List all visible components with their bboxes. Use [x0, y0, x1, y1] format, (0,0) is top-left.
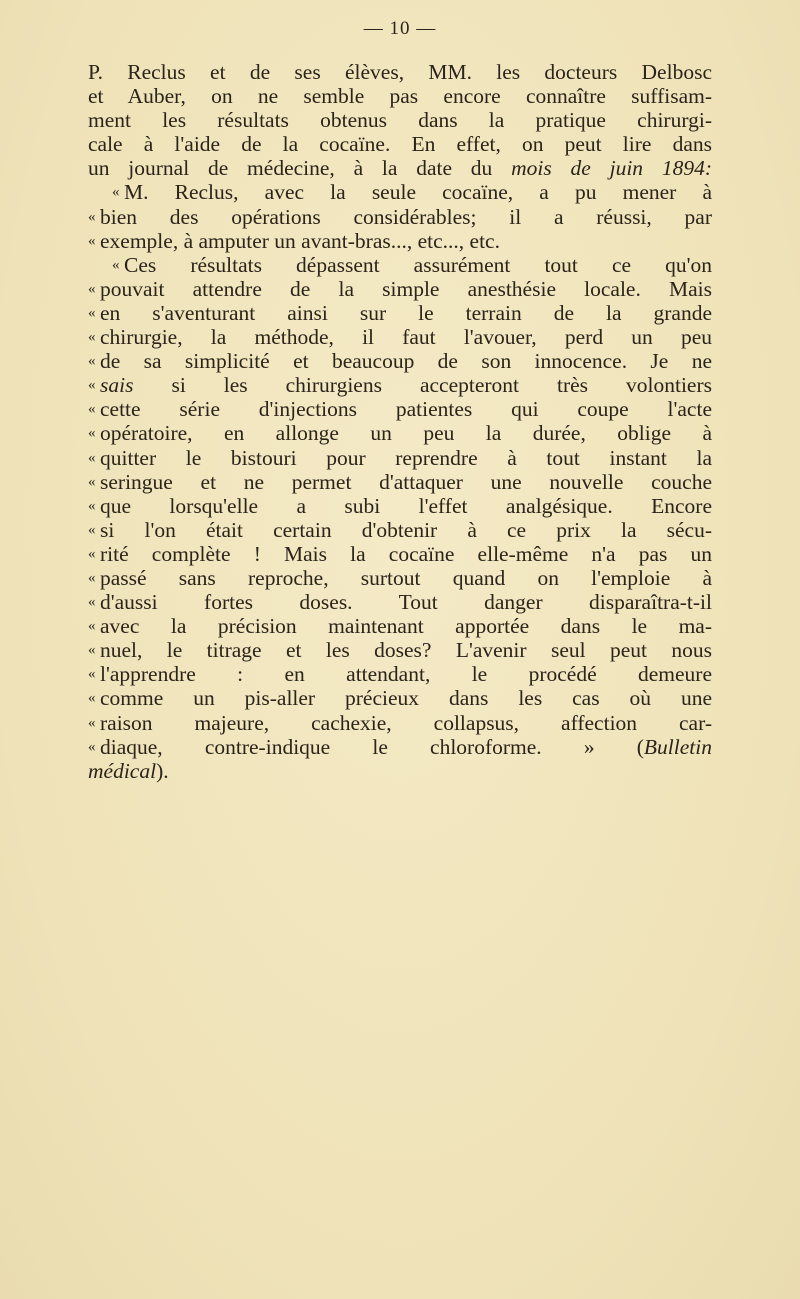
text-line: [88, 470, 712, 494]
text-line: [88, 421, 712, 445]
text-run: rité complète ! Mais la cocaïne elle-même n'a pas un: [100, 541, 712, 566]
text-run: nuel, le titrage et les doses? L'avenir seul peut nous: [100, 638, 712, 663]
text-run: exemple, à amputer un avant-bras..., etc..., etc.: [100, 228, 500, 253]
text-line: [88, 686, 712, 710]
text-run: avec la précision maintenant apportée dans le ma-: [100, 614, 712, 639]
line-text: [100, 542, 712, 566]
quote-mark: «: [88, 569, 96, 586]
line-text: [100, 662, 712, 686]
text-run: si les chirurgiens accepteront très volontiers: [133, 373, 712, 398]
text-run: ment les résultats obtenus dans la pratique chirurgi-: [88, 108, 712, 133]
text-run: bien des opérations considérables; il a réussi, par: [100, 204, 712, 229]
quote-mark: «: [88, 714, 96, 731]
text-run: l'apprendre : en attendant, le procédé demeure: [100, 662, 712, 687]
text-line: [88, 301, 712, 325]
text-run: pouvait attendre de la simple anesthésie locale. Mais: [100, 276, 712, 301]
quote-mark: «: [88, 377, 96, 394]
quote-mark: «: [112, 184, 120, 201]
text-run: seringue et ne permet d'attaquer une nouvelle couche: [100, 469, 712, 494]
text-run: raison majeure, cachexie, collapsus, affection car-: [100, 710, 712, 735]
line-text: [100, 566, 712, 590]
line-text: [100, 397, 712, 421]
quote-mark: «: [88, 545, 96, 562]
text-line: [88, 60, 712, 84]
text-run: passé sans reproche, surtout quand on l'emploie à: [100, 565, 712, 590]
line-text: [100, 349, 712, 373]
quote-mark: «: [88, 521, 96, 538]
quote-mark: «: [88, 280, 96, 297]
text-run: opératoire, en allonge un peu la durée, oblige à: [100, 421, 712, 446]
text-run: Ces résultats dépassent assurément tout ce qu'on: [124, 252, 712, 277]
quote-mark: «: [88, 208, 96, 225]
quote-mark: «: [88, 449, 96, 466]
text-run: ).: [156, 758, 169, 783]
quote-mark: «: [88, 329, 96, 346]
text-line: [88, 253, 712, 277]
line-text: [88, 60, 712, 84]
text-line: [88, 518, 712, 542]
text-line: [88, 711, 712, 735]
line-text: [100, 638, 712, 662]
text-run: comme un pis-aller précieux dans les cas où une: [100, 686, 712, 711]
text-line: [88, 84, 712, 108]
text-run: de sa simplicité et beaucoup de son innocence. Je ne: [100, 349, 712, 374]
line-text: [88, 132, 712, 156]
quote-mark: «: [88, 353, 96, 370]
quote-mark: «: [88, 473, 96, 490]
body-text: [88, 60, 712, 783]
line-text: [100, 735, 712, 759]
line-text: [100, 301, 712, 325]
text-run: si l'on était certain d'obtenir à ce prix la sécu-: [100, 517, 712, 542]
text-line: [88, 325, 712, 349]
line-text: [100, 518, 712, 542]
page-number: — 10 —: [363, 18, 437, 39]
text-line: [88, 373, 712, 397]
text-line: [88, 662, 712, 686]
text-run: P. Reclus et de ses élèves, MM. les docteurs Delbosc: [88, 60, 712, 84]
text-line: [88, 180, 712, 204]
text-run: M. Reclus, avec la seule cocaïne, a pu mener à: [124, 180, 712, 205]
text-line: [88, 229, 712, 253]
text-run: cale à l'aide de la cocaïne. En effet, on peut lire dans: [88, 132, 712, 157]
text-line: [88, 614, 712, 638]
line-text: [124, 180, 712, 204]
text-line: [88, 494, 712, 518]
text-line: [88, 638, 712, 662]
text-line: [88, 566, 712, 590]
line-text: [100, 325, 712, 349]
line-text: [100, 711, 712, 735]
text-line: [88, 132, 712, 156]
text-line: [88, 349, 712, 373]
text-run: chirurgie, la méthode, il faut l'avouer, perd un peu: [100, 325, 712, 350]
text-run: diaque, contre-indique le chloroforme. » (: [100, 734, 644, 759]
text-line: [88, 205, 712, 229]
text-run: en s'aventurant ainsi sur le terrain de la grande: [100, 300, 712, 325]
quote-mark: «: [88, 642, 96, 659]
text-line: [88, 735, 712, 759]
quote-mark: «: [88, 425, 96, 442]
italic-text: Bulletin: [643, 734, 712, 759]
line-text: [124, 253, 712, 277]
quote-mark: «: [88, 618, 96, 635]
text-line: [88, 397, 712, 421]
line-text: [100, 590, 712, 614]
line-text: [88, 84, 712, 108]
text-run: d'aussi fortes doses. Tout danger disparaîtra-t-il: [100, 590, 712, 615]
text-line: [88, 590, 712, 614]
italic-text: mois de juin 1894:: [511, 156, 712, 181]
line-text: [100, 614, 712, 638]
text-run: quitter le bistouri pour reprendre à tout instant la: [100, 445, 712, 470]
quote-mark: «: [88, 401, 96, 418]
quote-mark: «: [88, 232, 96, 249]
quote-mark: «: [88, 497, 96, 514]
line-text: [100, 494, 712, 518]
text-run: un journal de médecine, à la date du: [88, 156, 512, 181]
text-line: [88, 542, 712, 566]
quote-mark: «: [88, 690, 96, 707]
line-text: [88, 108, 712, 132]
line-text: [100, 229, 712, 253]
quote-mark: «: [88, 304, 96, 321]
text-run: et Auber, on ne semble pas encore connaître suffisam-: [88, 84, 712, 109]
text-line: [88, 108, 712, 132]
line-text: [100, 421, 712, 445]
text-run: cette série d'injections patientes qui coupe l'acte: [100, 397, 712, 422]
line-text: [100, 686, 712, 710]
text-run: que lorsqu'elle a subi l'effet analgésique. Encore: [100, 493, 712, 518]
line-text: [100, 446, 712, 470]
line-text: [100, 205, 712, 229]
text-line: [88, 759, 712, 783]
text-line: [88, 446, 712, 470]
italic-text: sais: [100, 373, 134, 398]
italic-text: médical: [88, 758, 157, 783]
quote-mark: «: [88, 594, 96, 611]
text-line: [88, 156, 712, 180]
text-line: [88, 277, 712, 301]
line-text: [100, 373, 712, 397]
quote-mark: «: [88, 666, 96, 683]
quote-mark: «: [112, 256, 120, 273]
quote-mark: «: [88, 738, 96, 755]
line-text: [88, 759, 712, 783]
line-text: [100, 277, 712, 301]
line-text: [100, 470, 712, 494]
line-text: [88, 156, 712, 180]
